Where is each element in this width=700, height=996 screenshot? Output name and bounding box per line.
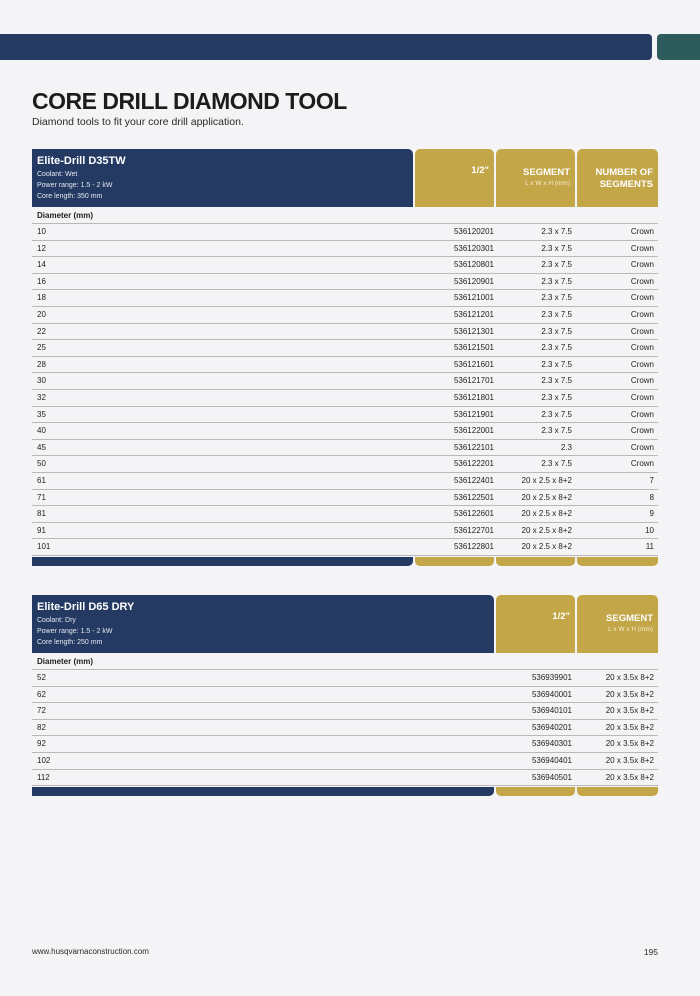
cell-number-of-segments: 11 [645,542,654,552]
cell-segment: 2.3 x 7.5 [541,309,572,319]
cell-art-no: 536121701 [453,376,494,386]
cell-diameter: 91 [37,525,46,535]
product-power-range: Power range: 1.5 - 2 kW [37,182,113,189]
table-row [32,390,658,407]
cell-number-of-segments: Crown [630,359,654,369]
cell-segment: 20 x 3.5x 8+2 [605,739,654,749]
diameter-label-row: Diameter (mm) [32,653,658,670]
table-footer-bar [32,787,658,797]
cell-segment: 2.3 x 7.5 [541,459,572,469]
cell-segment: 2.3 x 7.5 [541,343,572,353]
cell-diameter: 52 [37,673,46,682]
cell-art-no: 536121901 [453,409,494,419]
cell-segment: 2.3 x 7.5 [541,227,572,236]
table-row [32,224,658,241]
table-row [32,720,658,737]
cell-diameter: 40 [37,426,46,436]
table-row [32,753,658,770]
table-row [32,373,658,390]
footer-website-url[interactable]: www.husqvarnaconstruction.com [32,947,149,956]
cell-segment: 20 x 3.5x 8+2 [605,772,654,782]
cell-diameter: 82 [37,722,46,732]
table-row [32,407,658,424]
cell-segment: 20 x 2.5 x 8+2 [521,475,572,485]
cell-art-no: 536121601 [453,359,494,369]
table-body [32,670,658,786]
cell-diameter: 112 [37,772,50,782]
cell-segment: 2.3 x 7.5 [541,326,572,336]
table-row [32,274,658,291]
table-row [32,241,658,258]
product-name: Elite-Drill D35TW [37,155,126,167]
top-banner-bar [0,34,652,60]
table-row [32,324,658,341]
table-row [32,473,658,490]
cell-art-no: 536122501 [453,492,494,502]
table-row [32,340,658,357]
cell-art-no: 536122801 [453,542,494,552]
cell-diameter: 10 [37,227,46,236]
top-banner-accent [657,34,700,60]
cell-art-no: 536122601 [453,509,494,519]
page-title: CORE DRILL DIAMOND TOOL [32,88,347,114]
cell-number-of-segments: 8 [649,492,654,502]
page-subtitle: Diamond tools to fit your core drill application. [32,116,244,128]
cell-diameter: 14 [37,260,46,270]
cell-art-no: 536940501 [531,772,572,782]
table-row [32,307,658,324]
cell-diameter: 101 [37,542,51,552]
cell-diameter: 62 [37,689,46,699]
cell-diameter: 32 [37,392,46,402]
table-row [32,290,658,307]
cell-number-of-segments: Crown [630,409,654,419]
cell-segment: 20 x 2.5 x 8+2 [521,525,572,535]
cell-segment: 2.3 x 7.5 [541,243,572,253]
cell-art-no: 536940001 [531,689,572,699]
cell-segment: 2.3 x 7.5 [541,293,572,303]
table-header [32,149,658,207]
table-row [32,687,658,704]
cell-segment: 20 x 3.5x 8+2 [605,689,654,699]
cell-number-of-segments: Crown [630,276,654,286]
cell-art-no: 536120201 [453,227,494,236]
cell-art-no: 536939901 [531,673,572,682]
table-row [32,670,658,687]
cell-art-no: 536122401 [453,475,494,485]
cell-segment: 20 x 2.5 x 8+2 [521,509,572,519]
cell-segment: 2.3 x 7.5 [541,276,572,286]
cell-segment: 2.3 x 7.5 [541,409,572,419]
diameter-label-row: Diameter (mm) [32,207,658,224]
cell-segment: 20 x 3.5x 8+2 [605,722,654,732]
cell-diameter: 72 [37,706,46,716]
cell-number-of-segments: Crown [630,227,654,236]
table-body [32,224,658,556]
page-number: 195 [643,947,658,957]
cell-art-no: 536120901 [453,276,494,286]
cell-diameter: 102 [37,755,51,765]
cell-number-of-segments: Crown [630,392,654,402]
table-row [32,506,658,523]
table-row [32,456,658,473]
column-header-segment: SEGMENT L x W x H (mm) [577,595,658,653]
cell-segment: 2.3 x 7.5 [541,359,572,369]
cell-art-no: 536940201 [531,722,572,732]
cell-art-no: 536940101 [531,706,572,716]
table-row [32,423,658,440]
product-header [32,149,413,207]
column-header-number-of-segments: NUMBER OF SEGMENTS [577,149,658,207]
cell-segment: 2.3 x 7.5 [541,426,572,436]
cell-diameter: 35 [37,409,46,419]
cell-art-no: 536940401 [531,755,572,765]
cell-diameter: 18 [37,293,46,303]
column-header-art-no: 1/2" [496,595,575,653]
table-row [32,736,658,753]
product-name: Elite-Drill D65 DRY [37,601,135,613]
cell-diameter: 25 [37,343,46,353]
product-core-length: Core length: 250 mm [37,639,103,646]
cell-number-of-segments: Crown [630,442,654,452]
table-footer-bar [32,557,658,567]
cell-number-of-segments: Crown [630,343,654,353]
cell-art-no: 536121301 [453,326,494,336]
cell-segment: 20 x 3.5x 8+2 [605,706,654,716]
table-row [32,539,658,556]
cell-number-of-segments: Crown [630,376,654,386]
cell-number-of-segments: Crown [630,309,654,319]
cell-diameter: 92 [37,739,46,749]
cell-segment: 2.3 [560,442,572,452]
table-row [32,440,658,457]
table-row [32,703,658,720]
cell-diameter: 20 [37,309,46,319]
product-power-range: Power range: 1.5 - 2 kW [37,628,113,635]
cell-diameter: 12 [37,243,46,253]
table-elite-drill-d35tw [32,149,658,567]
cell-number-of-segments: Crown [630,260,654,270]
cell-diameter: 28 [37,359,46,369]
cell-segment: 20 x 2.5 x 8+2 [521,492,572,502]
cell-art-no: 536121001 [453,293,494,303]
cell-number-of-segments: Crown [630,243,654,253]
product-header [32,595,494,653]
product-core-length: Core length: 350 mm [37,193,103,200]
cell-art-no: 536122201 [453,459,494,469]
cell-diameter: 61 [37,475,46,485]
product-coolant: Coolant: Dry [37,617,76,624]
cell-diameter: 50 [37,459,46,469]
table-row [32,523,658,540]
cell-number-of-segments: 10 [645,525,654,535]
cell-segment: 2.3 x 7.5 [541,376,572,386]
table-elite-drill-d65-dry [32,595,658,797]
cell-segment: 20 x 3.5x 8+2 [605,755,654,765]
cell-diameter: 45 [37,442,46,452]
cell-art-no: 536121501 [453,343,494,353]
table-header [32,595,658,653]
cell-diameter: 81 [37,509,46,519]
cell-number-of-segments: Crown [630,326,654,336]
cell-art-no: 536122701 [453,525,494,535]
cell-art-no: 536122001 [453,426,494,436]
cell-diameter: 22 [37,326,46,336]
cell-segment: 2.3 x 7.5 [541,260,572,270]
cell-art-no: 536122101 [453,442,494,452]
cell-number-of-segments: 7 [649,475,654,485]
product-coolant: Coolant: Wet [37,171,78,178]
table-row [32,490,658,507]
cell-segment: 20 x 2.5 x 8+2 [521,542,572,552]
cell-number-of-segments: Crown [630,426,654,436]
cell-art-no: 536120801 [453,260,494,270]
cell-segment: 2.3 x 7.5 [541,392,572,402]
cell-art-no: 536121801 [453,392,494,402]
cell-diameter: 71 [37,492,46,502]
table-row [32,770,658,787]
table-row [32,357,658,374]
cell-art-no: 536121201 [453,309,494,319]
cell-number-of-segments: 9 [649,509,654,519]
column-header-art-no: 1/2" [415,149,494,207]
cell-number-of-segments: Crown [630,459,654,469]
column-header-segment: SEGMENT L x W x H (mm) [496,149,575,207]
cell-number-of-segments: Crown [630,293,654,303]
cell-art-no: 536120301 [453,243,494,253]
table-row [32,257,658,274]
cell-art-no: 536940301 [531,739,572,749]
cell-diameter: 30 [37,376,46,386]
cell-diameter: 16 [37,276,46,286]
cell-segment: 20 x 3.5x 8+2 [605,673,654,682]
